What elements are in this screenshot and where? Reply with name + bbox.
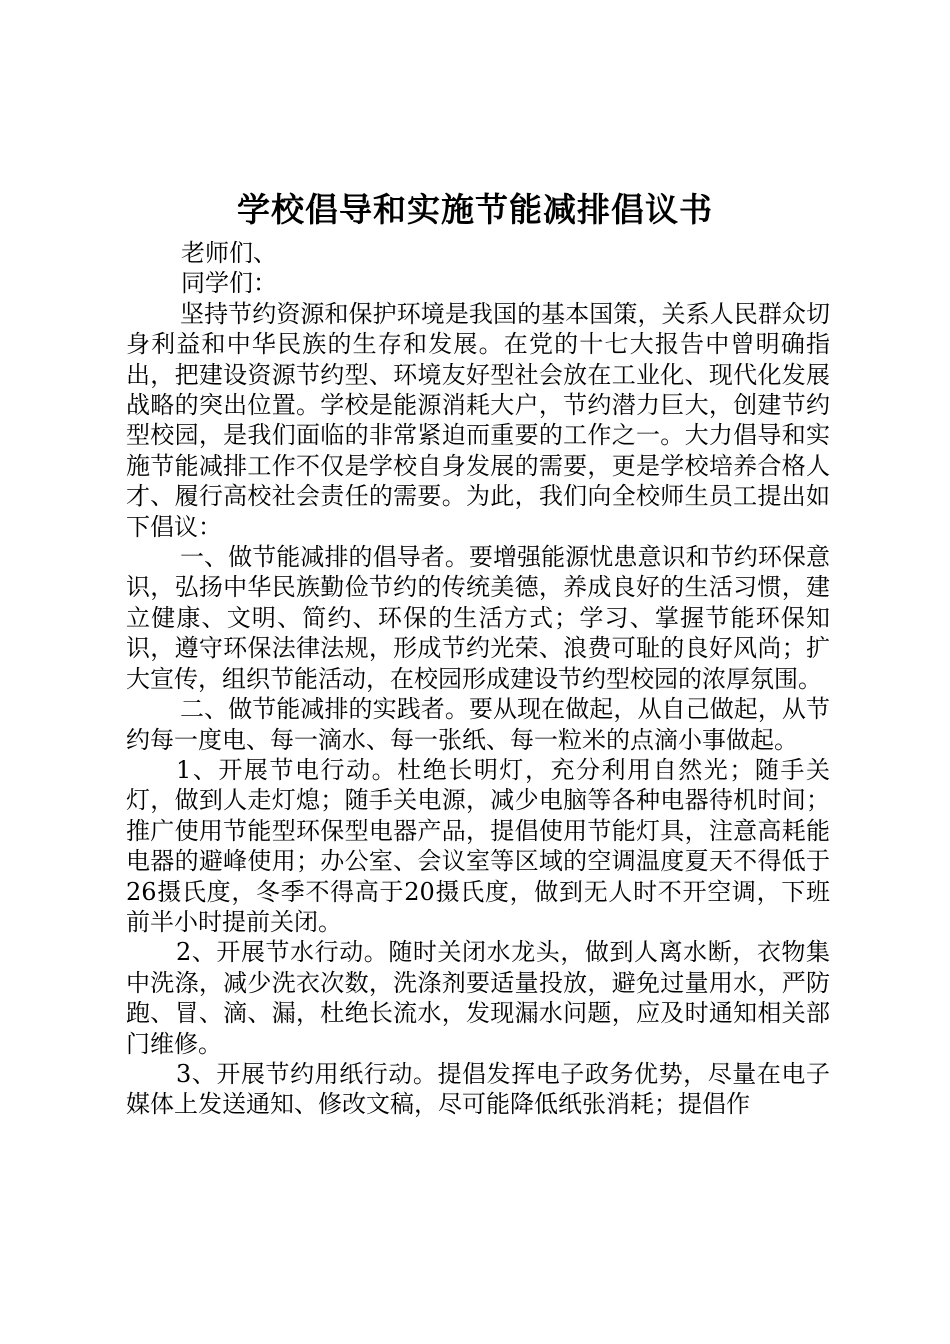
document-body [126, 238, 830, 1120]
paragraph-paper: 3、开展节约用纸行动。提倡发挥电子政务优势，尽量在电子媒体上发送通知、修改文稿，尽可能降低纸张消耗；提倡作 [126, 1059, 830, 1119]
paragraph-practice: 二、做节能减排的实践者。要从现在做起，从自己做起，从节约每一度电、每一滴水、每一张纸、每一粒米的点滴小事做起。 [126, 695, 830, 754]
paragraph-electricity: 1、开展节电行动。杜绝长明灯，充分利用自然光；随手关灯，做到人走灯熄；随手关电源，减少电脑等各种电器待机时间；推广使用节能型环保型电器产品，提倡使用节能灯具，注意高耗能电器的避峰使用；办公室、会议室等区域的空调温度夏天不得低于26摄氏度，冬季不得高于20摄氏度，做到无人时不开空调，下班前半小时提前关闭。 [126, 755, 830, 936]
paragraph-water: 2、开展节水行动。随时关闭水龙头，做到人离水断，衣物集中洗涤，减少洗衣次数，洗涤剂要适量投放，避免过量用水，严防跑、冒、滴、漏，杜绝长流水，发现漏水问题，应及时通知相关部门维修。 [126, 938, 830, 1058]
paragraph-intro: 坚持节约资源和保护环境是我国的基本国策，关系人民群众切身利益和中华民族的生存和发展。在党的十七大报告中曾明确指出，把建设资源节约型、环境友好型社会放在工业化、现代化发展战略的突出位置。学校是能源消耗大户，节约潜力巨大，创建节约型校园，是我们面临的非常紧迫而重要的工作之一。大力倡导和实施节能减排工作不仅是学校自身发展的需要，更是学校培养合格人才、履行高校社会责任的需要。为此，我们向全校师生员工提出如下倡议： [126, 299, 830, 541]
salutation-teachers: 老师们、 [181, 239, 277, 267]
document-title: 学校倡导和实施节能减排倡议书 [237, 190, 713, 229]
salutation-students: 同学们： [181, 269, 277, 298]
paragraph-advocate: 一、做节能减排的倡导者。要增强能源忧患意识和节约环保意识，弘扬中华民族勤俭节约的传统美德，养成良好的生活习惯，建立健康、文明、简约、环保的生活方式；学习、掌握节能环保知识，遵守环保法律法规，形成节约光荣、浪费可耻的良好风尚；扩大宣传，组织节能活动，在校园形成建设节约型校园的浓厚氛围。 [126, 543, 830, 693]
